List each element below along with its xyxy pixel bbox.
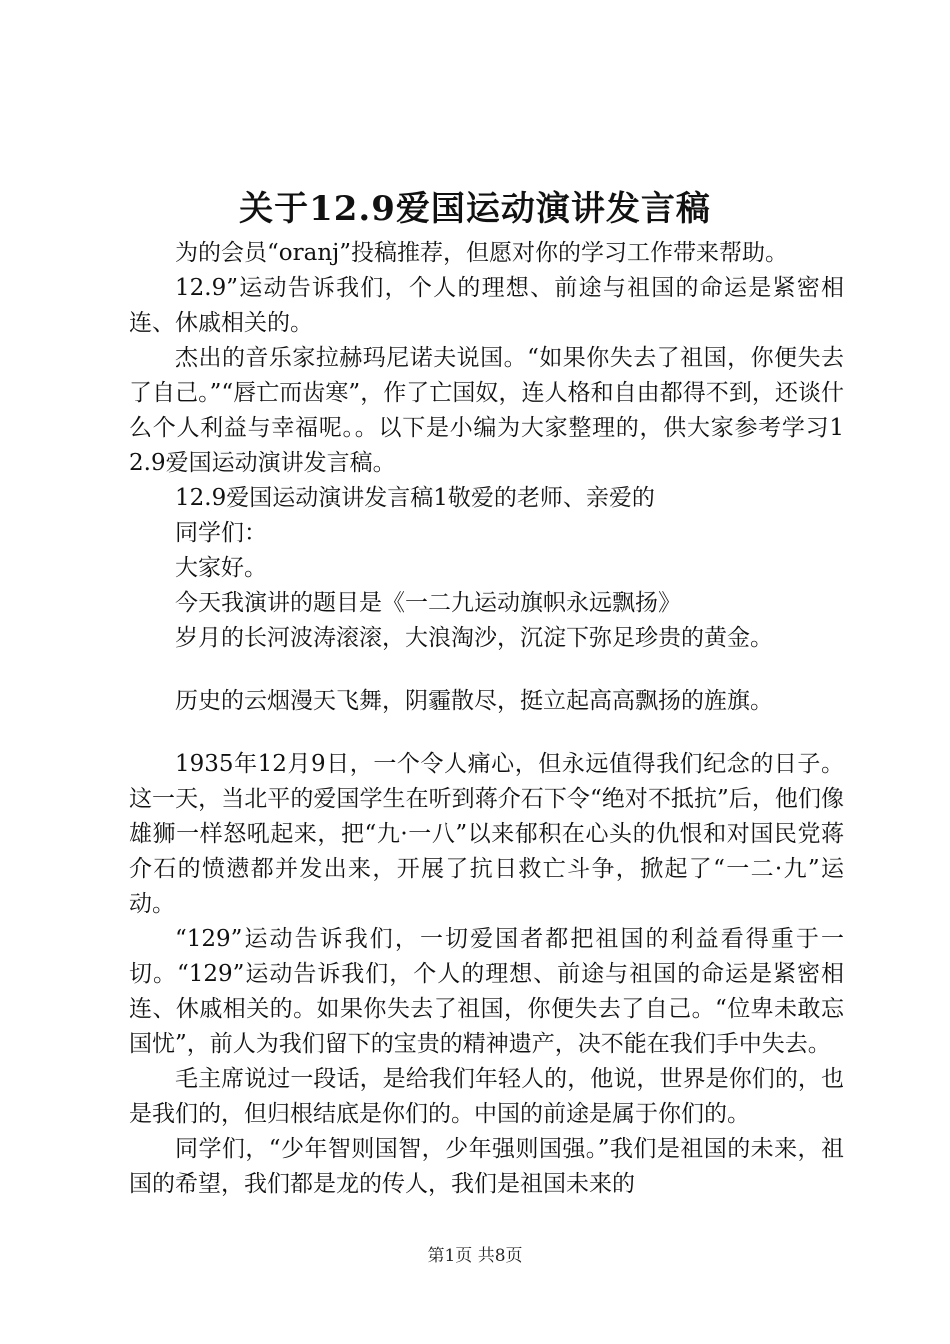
paragraph: “129”运动告诉我们，一切爱国者都把祖国的利益看得重于一切。“129”运动告诉我们，个人的理想、前途与祖国的命运是紧密相连、休戚相关的。如果你失去了祖国，你便失去了自己。“位卑未敢忘国忧”，前人为我们留下的宝贵的精神遗产，决不能在我们手中失去。 — [129, 926, 844, 1057]
paragraph: 大家好。 — [175, 555, 267, 581]
paragraph: 12.9”运动告诉我们，个人的理想、前途与祖国的命运是紧密相连、休戚相关的。 — [129, 275, 844, 336]
page-footer: 第1页 共8页 — [427, 1246, 523, 1266]
paragraph: 同学们，“少年智则国智，少年强则国强。”我们是祖国的未来，祖国的希望，我们都是龙的传人，我们是祖国未来的 — [129, 1136, 844, 1197]
paragraph: 杰出的音乐家拉赫玛尼诺夫说国。“如果你失去了祖国，你便失去了自己。”“唇亡而齿寒”，作了亡国奴，连人格和自由都得不到，还谈什么个人利益与幸福呢。。以下是小编为大家整理的，供大家参考学习12.9爱国运动演讲发言稿。 — [129, 345, 844, 476]
paragraph: 为的会员“oranj”投稿推荐，但愿对你的学习工作带来帮助。 — [175, 240, 789, 266]
paragraph: 毛主席说过一段话，是给我们年轻人的，他说，世界是你们的，也是我们的，但归根结底是你们的。中国的前途是属于你们的。 — [129, 1066, 844, 1127]
document-title: 关于12.9爱国运动演讲发言稿 — [239, 189, 711, 229]
paragraph: 岁月的长河波涛滚滚，大浪淘沙，沉淀下弥足珍贵的黄金。 — [175, 625, 773, 651]
paragraph-spacer — [129, 656, 844, 684]
paragraph: 同学们： — [175, 520, 267, 546]
paragraph: 今天我演讲的题目是《一二九运动旗帜永远飘扬》 — [175, 590, 681, 616]
paragraph: 1935年12月9日，一个令人痛心，但永远值得我们纪念的日子。这一天，当北平的爱国学生在听到蒋介石下令“绝对不抵抗”后，他们像雄狮一样怒吼起来，把“九·一八”以来郁积在心头的仇恨和对国民党蒋介石的愤懑都并发出来，开展了抗日救亡斗争，掀起了“一二·九”运动。 — [129, 751, 844, 917]
paragraph: 12.9爱国运动演讲发言稿1敬爱的老师、亲爱的 — [175, 485, 655, 511]
document-body — [129, 236, 844, 1202]
paragraph-spacer — [129, 719, 844, 747]
paragraph: 历史的云烟漫天飞舞，阴霾散尽，挺立起高高飘扬的旌旗。 — [175, 688, 773, 714]
